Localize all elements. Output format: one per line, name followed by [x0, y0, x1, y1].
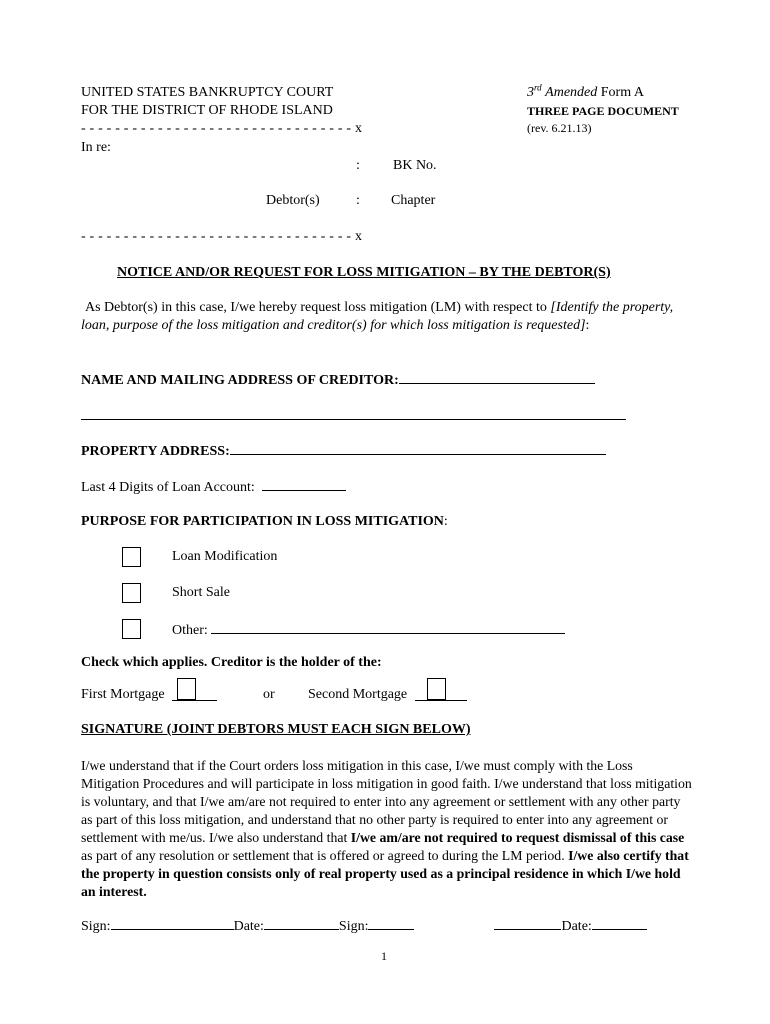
date-blank-2[interactable]	[592, 917, 647, 930]
first-mortgage-underline	[172, 700, 217, 701]
other-field[interactable]	[172, 621, 565, 639]
property-field[interactable]: PROPERTY ADDRESS:	[81, 442, 606, 460]
debtors-label: Debtor(s)	[266, 193, 320, 208]
signature-heading: SIGNATURE (JOINT DEBTORS MUST EACH SIGN BELOW)	[81, 722, 471, 737]
bk-no-label: BK No.	[393, 158, 437, 173]
loan-account-blank[interactable]	[262, 478, 346, 491]
in-re-label: In re:	[81, 140, 111, 155]
intro-colon: :	[585, 318, 590, 333]
creditor-address-blank[interactable]	[81, 419, 626, 420]
intro-instructions: [Identify the property, loan, purpose of the loss mitigation and creditor(s) for which loss mitigation is requested]	[81, 300, 674, 333]
creditor-field[interactable]: NAME AND MAILING ADDRESS OF CREDITOR:	[81, 371, 595, 389]
loan-account-field[interactable]	[81, 478, 346, 496]
caption-colon: :	[356, 193, 360, 208]
revision-date: (rev. 6.21.13)	[527, 121, 592, 135]
sign-blank-2a[interactable]	[368, 917, 414, 930]
amended-superscript: rd	[534, 82, 542, 93]
property-address-blank[interactable]	[230, 442, 606, 455]
signature-text-2: as part of any resolution or settlement that is offered or agreed to during the LM period.	[81, 848, 569, 863]
sign-label-2: Sign:	[338, 919, 369, 934]
date-label-2: Date:	[561, 919, 592, 934]
sign-blank-2b[interactable]	[494, 917, 561, 930]
other-label: Other:	[172, 623, 208, 638]
signature-bold-1: I/we am/are not required to request dismissal of this case	[350, 830, 685, 845]
court-name-line2: FOR THE DISTRICT OF RHODE ISLAND	[81, 103, 333, 118]
court-name-line1: UNITED STATES BANKRUPTCY COURT	[81, 85, 334, 100]
creditor-label: NAME AND MAILING ADDRESS OF CREDITOR	[81, 373, 395, 388]
or-text: or	[263, 687, 275, 702]
signature-paragraph	[81, 757, 693, 901]
purpose-heading: PURPOSE FOR PARTICIPATION IN LOSS MITIGATION:	[81, 514, 448, 529]
creditor-name-blank[interactable]	[399, 371, 595, 384]
signature-text-1: I/we understand that if the Court orders loss mitigation in this case, I/we must comply with the Loss Mitigation Procedures and will participate in loss mitigation in good faith. I/we understand that loss mitigation is voluntary, and that I/we am/are not required to enter into any agreement or settlement with any other party as part of this loss mitigation, and understand that no other party is required to enter into any agreement or settlement with me/us. I/we also understand that	[81, 758, 692, 845]
loan-modification-checkbox[interactable]	[122, 547, 141, 567]
amended-number: 3	[527, 85, 534, 100]
page-number: 1	[381, 949, 387, 963]
form-label: Form A	[600, 85, 644, 100]
short-sale-checkbox[interactable]	[122, 583, 141, 603]
second-mortgage-checkbox[interactable]	[427, 678, 446, 700]
loan-account-label: Last 4 Digits of Loan Account:	[81, 480, 255, 495]
sign-label-1: Sign:	[81, 919, 111, 934]
second-mortgage-underline	[415, 700, 467, 701]
caption-bottom-divider: - - - - - - - - - - - - - - - - - - - - - - - - - - - - - - - - x	[81, 229, 363, 244]
sign-blank-1[interactable]	[111, 917, 234, 930]
amended-form-label	[527, 82, 644, 101]
second-mortgage-label: Second Mortgage	[308, 687, 408, 702]
purpose-label: PURPOSE FOR PARTICIPATION IN LOSS MITIGATION	[81, 514, 444, 529]
date-blank-1[interactable]	[264, 917, 339, 930]
signature-row	[81, 917, 647, 935]
chapter-label: Chapter	[391, 193, 436, 208]
three-page-document: THREE PAGE DOCUMENT	[527, 104, 679, 118]
first-mortgage-label: First Mortgage	[81, 687, 165, 702]
intro-paragraph	[81, 299, 681, 335]
date-label-1: Date:	[233, 919, 264, 934]
caption-top-divider: - - - - - - - - - - - - - - - - - - - - - - - - - - - - - - - - x	[81, 121, 363, 136]
check-applies-text: Check which applies. Creditor is the holder of the:	[81, 655, 382, 670]
short-sale-label: Short Sale	[172, 585, 230, 600]
caption-colon: :	[356, 158, 360, 173]
first-mortgage-checkbox[interactable]	[177, 678, 196, 700]
document-title: NOTICE AND/OR REQUEST FOR LOSS MITIGATION – BY THE DEBTOR(S)	[117, 265, 611, 280]
signature-bold-2: I/we also certify that the property in question consists only of real property used as a principal residence in which I/we hold an interest.	[81, 848, 689, 899]
amended-word: Amended	[545, 85, 598, 100]
other-checkbox[interactable]	[122, 619, 141, 639]
intro-text: As Debtor(s) in this case, I/we hereby request loss mitigation (LM) with respect to	[85, 300, 551, 315]
other-blank[interactable]	[211, 621, 565, 634]
loan-modification-label: Loan Modification	[172, 549, 278, 564]
property-label: PROPERTY ADDRESS	[81, 444, 226, 459]
